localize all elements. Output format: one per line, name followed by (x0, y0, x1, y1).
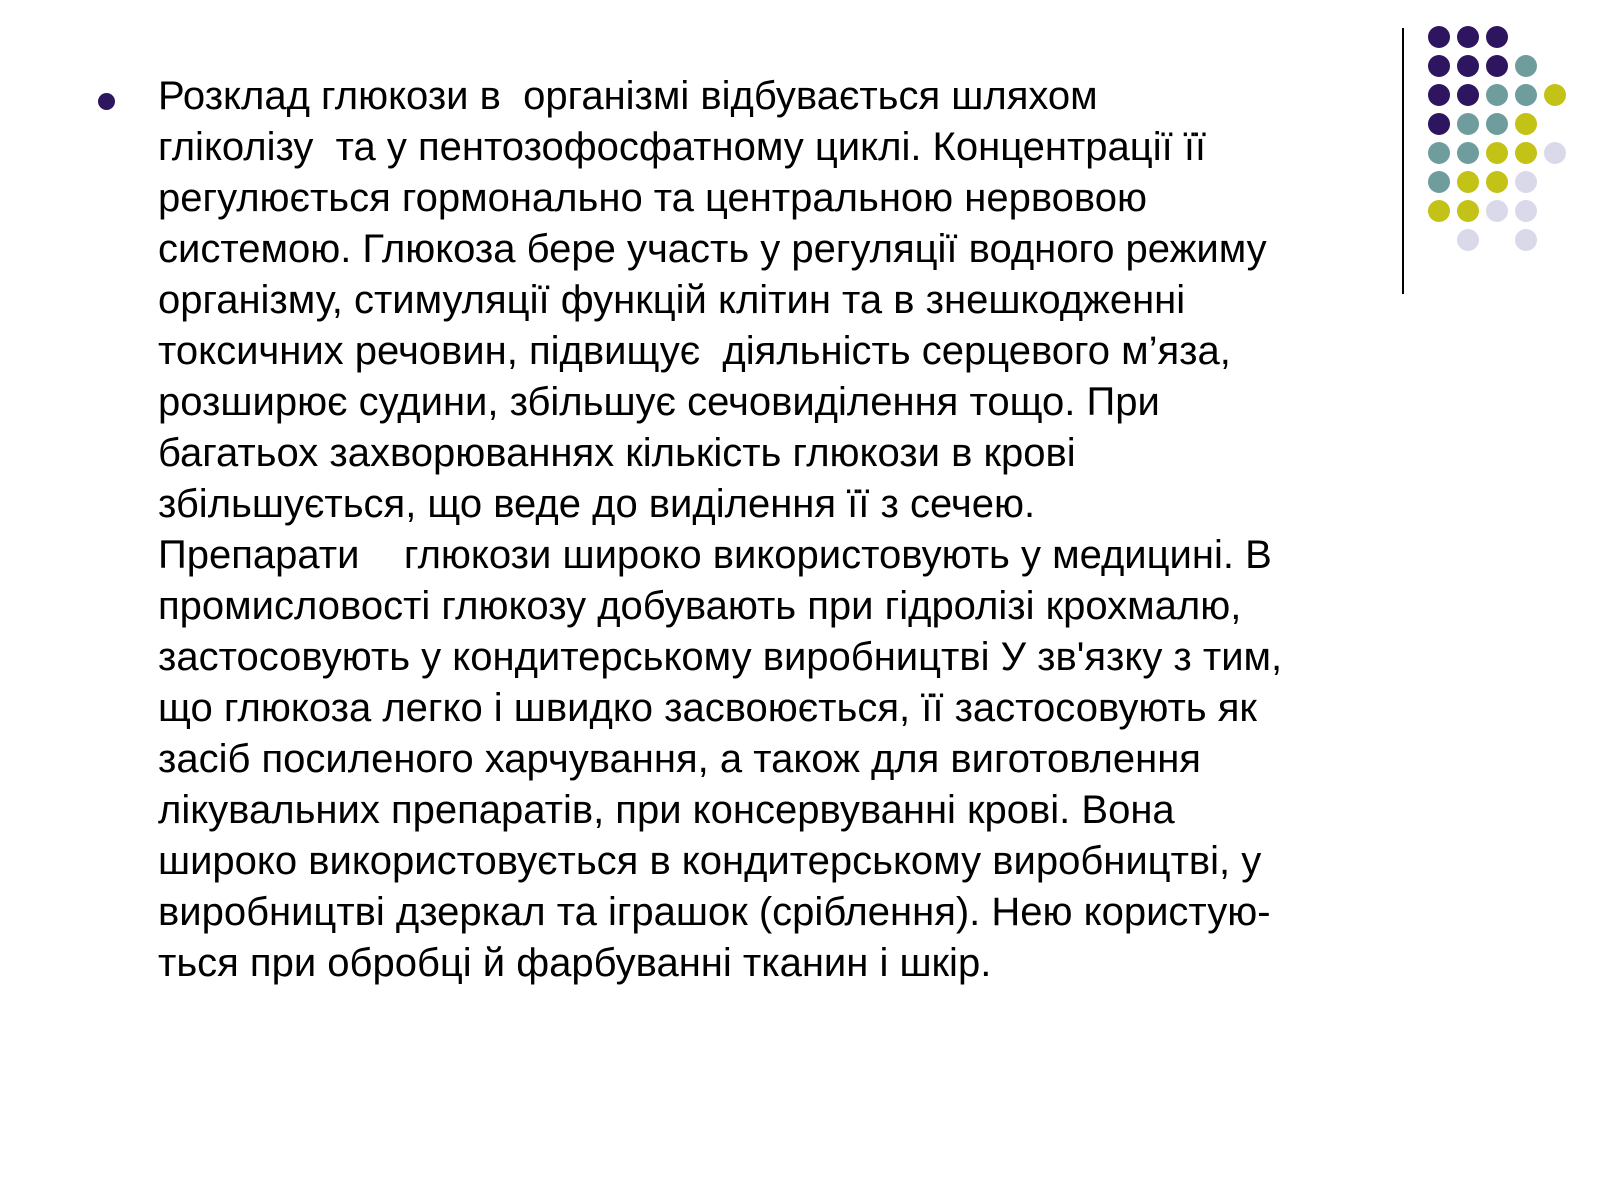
decorative-dot (1544, 84, 1566, 106)
decorative-dot (1486, 142, 1508, 164)
text-line: засіб посиленого харчування, а також для виготовлення (158, 737, 1201, 781)
decorative-dot (1428, 26, 1450, 48)
decorative-dot (1457, 26, 1479, 48)
decorative-dot (1486, 55, 1508, 77)
text-line: розширює судини, збільшує сечовиділення тощо. При (158, 380, 1160, 424)
decorative-dot (1515, 229, 1537, 251)
text-line: що глюкоза легко і швидко засвоюється, її застосовують як (158, 686, 1257, 730)
decorative-dot (1486, 200, 1508, 222)
text-line: гліколізу та у пентозофосфатному циклі. Концентрації її (158, 125, 1207, 169)
text-line: виробництві дзеркал та іграшок (сріблення). Нею користую- (158, 890, 1271, 934)
text-line: збільшується, що веде до виділення її з сечею. (158, 482, 1036, 526)
decorative-dot (1515, 84, 1537, 106)
text-line: системою. Глюкоза бере участь у регуляції водного режиму (158, 227, 1267, 271)
body-paragraph (158, 71, 1488, 989)
decorative-dot (1515, 55, 1537, 77)
decorative-dot (1515, 171, 1537, 193)
decorative-dot (1544, 142, 1566, 164)
decorative-dot (1515, 113, 1537, 135)
decorative-dot (1486, 84, 1508, 106)
text-line: регулюється гормонально та центральною нервовою (158, 176, 1147, 220)
text-line: застосовують у кондитерському виробництві У зв'язку з тим, (158, 635, 1283, 679)
decorative-dot (1486, 171, 1508, 193)
text-line: Розклад глюкози в організмі відбувається шляхом (158, 74, 1098, 118)
text-line: лікувальних препаратів, при консервуванні крові. Вона (158, 788, 1175, 832)
decorative-dot (1515, 142, 1537, 164)
text-line: багатьох захворюваннях кількість глюкози в крові (158, 431, 1076, 475)
decorative-dot (1486, 26, 1508, 48)
text-line: токсичних речовин, підвищує діяльність серцевого м’яза, (158, 329, 1231, 373)
decorative-dot (1515, 200, 1537, 222)
text-line: промисловості глюкозу добувають при гідролізі крохмалю, (158, 584, 1242, 628)
decorative-dot (1486, 113, 1508, 135)
text-line: організму, стимуляції функцій клітин та в знешкодженні (158, 278, 1186, 322)
text-line: Препарати глюкози широко використовують у медицині. В (158, 533, 1272, 577)
text-line: широко використовується в кондитерському виробництві, у (158, 839, 1262, 883)
bullet-dot-icon (98, 93, 115, 110)
text-line: ться при обробці й фарбуванні тканин і шкір. (158, 941, 992, 985)
